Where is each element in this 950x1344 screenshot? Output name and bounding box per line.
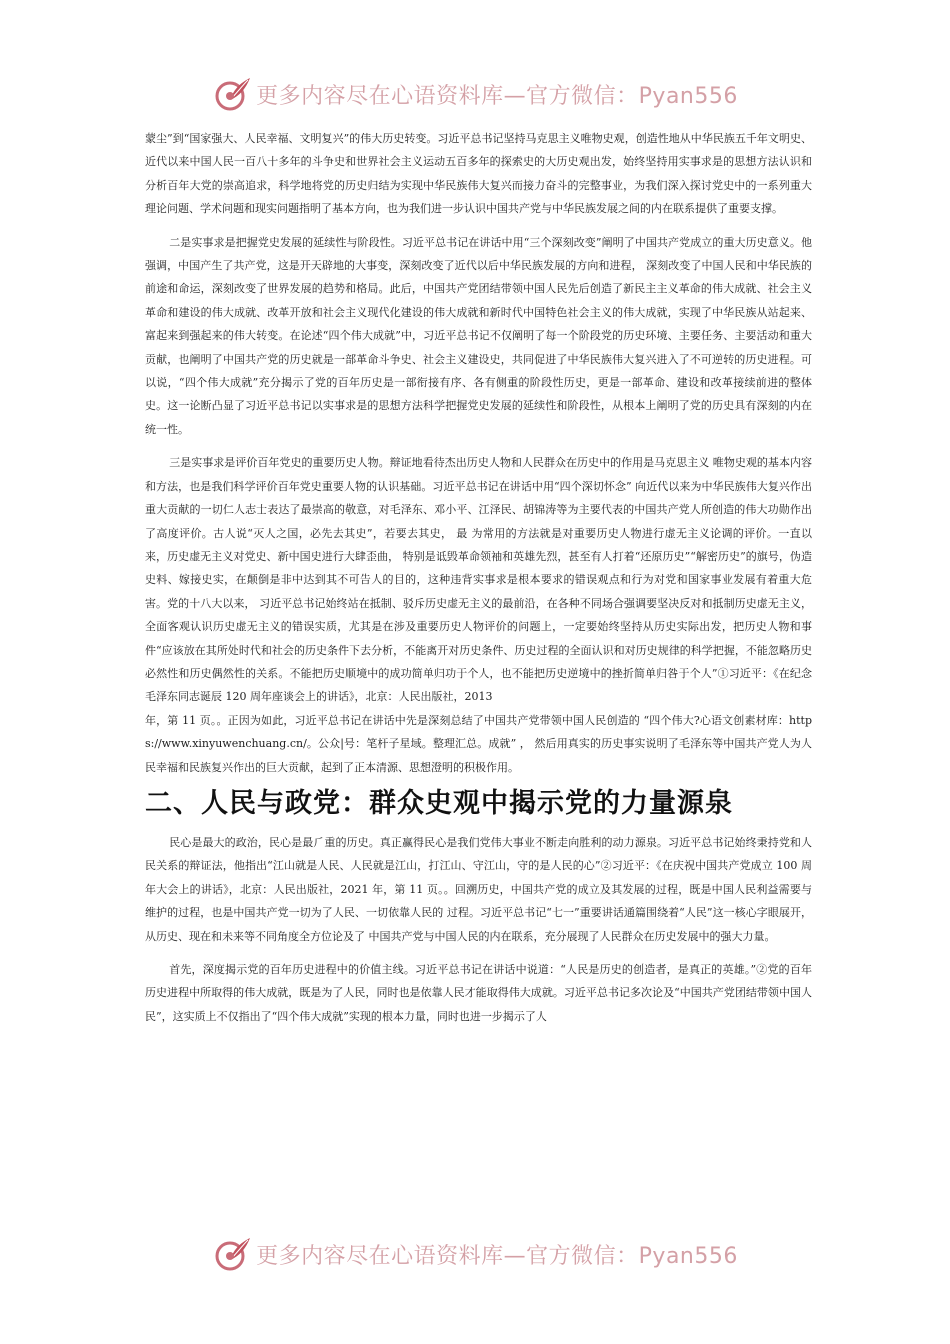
banner-separator: — bbox=[503, 83, 527, 109]
banner-wechat-label: 官方微信： bbox=[526, 1243, 639, 1269]
banner-text bbox=[256, 79, 738, 110]
banner-wechat-id: Pyan556 bbox=[638, 1243, 738, 1269]
section-paragraph-1: 民心是最大的政治，民心是最⺁重的历史。真正赢得民心是我们党伟大事业不断走向胜利的动力源泉。习近平总书记始终秉持党和人民关系的辩证法，他指出“江山就是人民、人民就是江山，打江山、守江山，守的是人民的心”②习近平：《在庆祝中国共产党成立 100 周年大会上的讲话》，北京：人民出版社，2021 年，第 11 页。。回溯历史，中国共产党的成立及其发展的过程，既是中国人民利益需要与维护的过程，也是中国共产党一切为了人民、一切依靠人民的 过程。习近平总书记“七一”重要讲话通篇围绕着“人民”这一核心字眼展开，从历史、现在和未来等不同角度全方位论及了 中国共产党与中国人民的内在联系，充分展现了人民群众在历史发展中的强大力量。 bbox=[145, 835, 812, 943]
header-watermark-banner bbox=[0, 72, 950, 116]
banner-wechat-label: 官方微信： bbox=[526, 83, 639, 109]
leaf-logo-icon bbox=[212, 74, 252, 114]
banner-title: 更多内容尽在心语资料库 bbox=[256, 1243, 504, 1269]
banner-separator: — bbox=[503, 1243, 527, 1269]
banner-text bbox=[256, 1239, 738, 1270]
banner-title: 更多内容尽在心语资料库 bbox=[256, 83, 504, 109]
section-paragraph-2: 首先，深度揭示党的百年历史进程中的价值主线。习近平总书记在讲话中说道：“人民是历史的创造者，是真正的英雄。”②党的百年历史进程中所取得的伟大成就，既是为了人民，同时也是依靠人民才能取得伟大成就。习近平总书记多次论及“中国共产党团结带领中国人民”，这实质上不仅指出了“四个伟大成就”实现的根本力量，同时也进一步揭示了人 bbox=[145, 963, 812, 1023]
body-paragraph-4: 年，第 11 页。。正因为如此，习近平总书记在讲话中先是深刻总结了中国共产党带领中国人民创造的 “四个伟大?心语文创素材库：https://www.xinyuwenchuang.cn/。公众|号：笔杆子星域。整理汇总。成就” ， 然后用真实的历史事实说明了毛泽东等中国共产党人为人民幸福和民族复兴作出的巨大贡献，起到了正本清源、思想澄明的积极作用。 bbox=[145, 713, 812, 774]
leaf-logo-icon bbox=[212, 1234, 252, 1274]
body-paragraph-3: 三是实事求是评价百年党史的重要历史人物。辩证地看待杰出历史人物和人民群众在历史中的作用是马克思主义 唯物史观的基本内容和方法，也是我们科学评价百年党史重要人物的认识基础。习近平总书记在讲话中用“四个深切怀念” 向近代以来为中华民族伟大复兴作出重大贡献的一切仁人志士表达了最崇高的敬意，对毛泽东、邓小平、江泽民、胡锦涛等为主要代表的中国共产党人所创造的伟大功勋作出了高度评价。古人说“灭人之国，必先去其史”，若要去其史， 最 为常用的方法就是对重要历史人物进行虚无主义论调的评价。一直以来，历史虚无主义对党史、新中国史进行大肆歪曲， 特别是诋毁革命领袖和英雄先烈，甚至有人打着“还原历史”“解密历史”的旗号，伪造史料、嫁接史实，在颠倒是非中达到其不可告人的目的，这种违背实事求是根本要求的错误观点和行为对党和国家事业发展有着重大危害。党的十八大以来， 习近平总书记始终站在抵制、驳斥历史虚无主义的最前沿，在各种不同场合强调要坚决反对和抵制历史虚无主义，全面客观认识历史虚无主义的错误实质，尤其是在涉及重要历史人物评价的问题上，一定要始终坚持从历史实际出发，把历史人物和事件“应该放在其所处时代和社会的历史条件下去分析，不能离开对历史条件、历史过程的全面认识和对历史规律的科学把握，不能忽略历史必然性和历史偶然性的关系。不能把历史顺境中的成功简单归功于个人，也不能把历史逆境中的挫折简单归咎于个人”①习近平：《在纪念毛泽东同志诞辰 120 周年座谈会上的讲话》，北京：人民出版社，2013 bbox=[145, 456, 812, 704]
body-paragraph-1: 蒙尘”到“国家强大、人民幸福、文明复兴”的伟大历史转变。习近平总书记坚持马克思主义唯物史观，创造性地从中华民族五千年文明史、近代以来中国人民一百八十多年的斗争史和世界社会主义运动五百多年的探索史的大历史观出发，始终坚持用实事求是的思想方法认识和分析百年大党的崇高追求，科学地将党的历史归结为实现中华民族伟大复兴而接力奋斗的完整事业，为我们深入探讨党史中的一系列重大理论问题、学术问题和现实问题指明了基本方向，也为我们进一步认识中国共产党与中华民族发展之间的内在联系提供了重要支撑。 bbox=[145, 132, 812, 216]
document-body bbox=[145, 127, 812, 1028]
body-paragraph-2: 二是实事求是把握党史发展的延续性与阶段性。习近平总书记在讲话中用“三个深刻改变”阐明了中国共产党成立的重大历史意义。他强调，中国产生了共产党，这是开天辟地的大事变，深刻改变了近代以后中华民族发展的方向和进程， 深刻改变了中国人民和中华民族的前途和命运，深刻改变了世界发展的趋势和格局。此后，中国共产党团结带领中国人民先后创造了新民主主义革命的伟大成就、社会主义革命和建设的伟大成就、改革开放和社会主义现代化建设的伟大成就和新时代中国特色社会主义的伟大成就，实现了中华民族从站起来、富起来到强起来的伟大转变。在论述“四个伟大成就”中，习近平总书记不仅阐明了每一个阶段党的历史环境、主要任务、主要活动和重大贡献，也阐明了中国共产党的历史就是一部革命斗争史、社会主义建设史，共同促进了中华民族伟大复兴进入了不可逆转的历史进程。可以说，“四个伟大成就”充分揭示了党的百年历史是一部衔接有序、各有侧重的阶段性历史，更是一部革命、建设和改革接续前进的整体史。这一论断凸显了习近平总书记以实事求是的思想方法科学把握党史发展的延续性和阶段性，从根本上阐明了党的历史具有深刻的内在统一性。 bbox=[145, 235, 812, 436]
banner-wechat-id: Pyan556 bbox=[638, 83, 738, 109]
section-heading: 二、人民与政党：群众史观中揭示党的力量源泉 bbox=[145, 787, 733, 819]
footer-watermark-banner bbox=[0, 1232, 950, 1276]
